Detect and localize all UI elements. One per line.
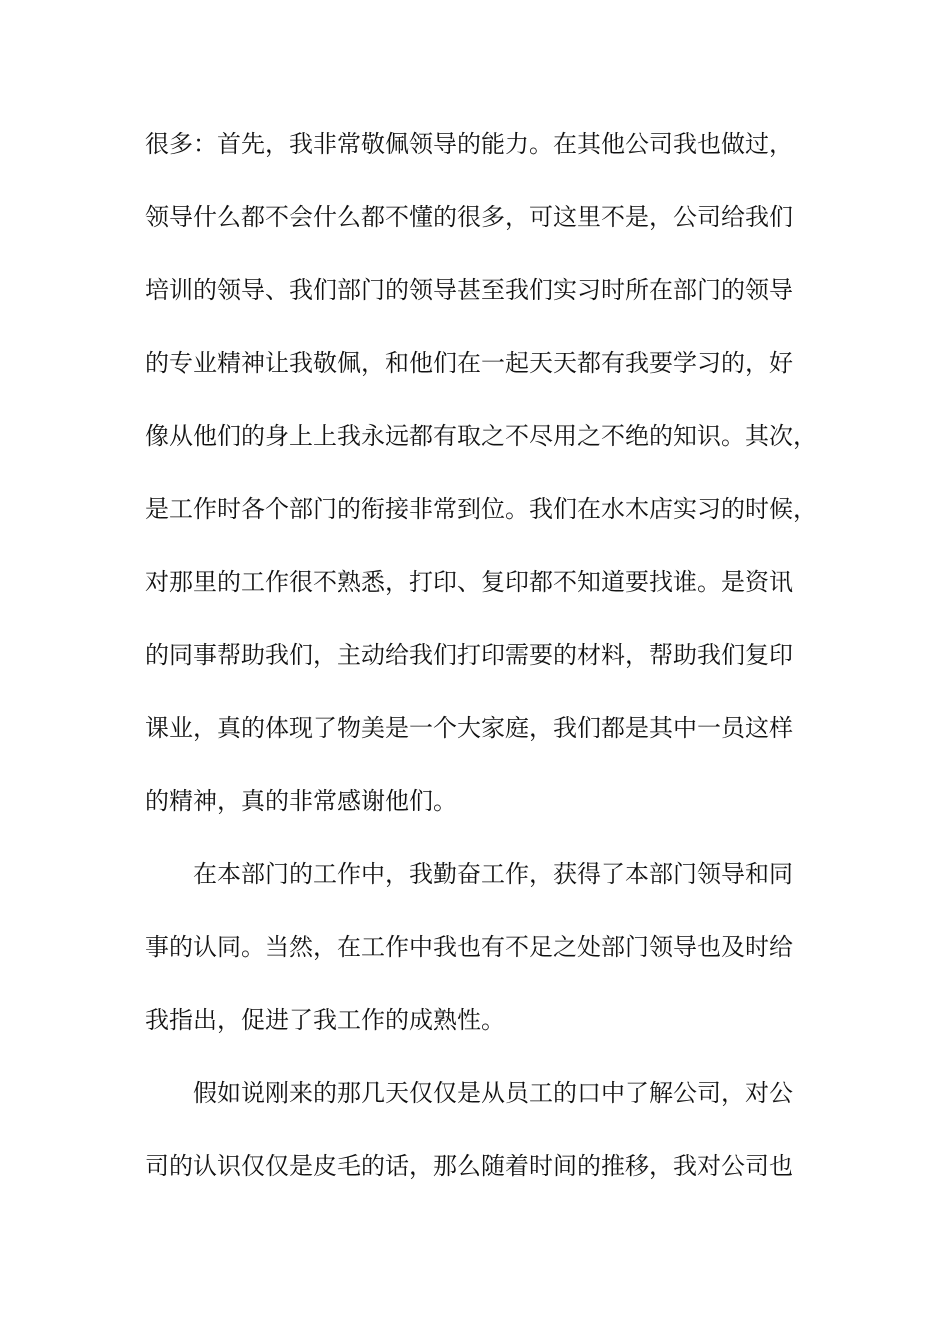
- text-line: 的精神，真的非常感谢他们。: [145, 787, 457, 815]
- text-line: 的专业精神让我敬佩，和他们在一起天天都有我要学习的，好: [145, 349, 793, 377]
- text-line: 培训的领导、我们部门的领导甚至我们实习时所在部门的领导: [145, 276, 793, 304]
- text-line: 对那里的工作很不熟悉，打印、复印都不知道要找谁。是资讯: [145, 568, 793, 596]
- text-line: 事的认同。当然，在工作中我也有不足之处部门领导也及时给: [145, 933, 793, 961]
- text-line: 我指出，促进了我工作的成熟性。: [145, 1006, 505, 1034]
- text-line: 课业，真的体现了物美是一个大家庭，我们都是其中一员这样: [145, 714, 793, 742]
- text-line: 是工作时各个部门的衔接非常到位。我们在水木店实习的时候，: [145, 495, 817, 523]
- text-line: 领导什么都不会什么都不懂的很多，可这里不是，公司给我们: [145, 203, 793, 231]
- paragraph-start-line: 在本部门的工作中，我勤奋工作，获得了本部门领导和同: [193, 860, 793, 888]
- text-line: 像从他们的身上上我永远都有取之不尽用之不绝的知识。其次，: [145, 422, 817, 450]
- paragraph-start-line: 假如说刚来的那几天仅仅是从员工的口中了解公司，对公: [193, 1079, 793, 1107]
- text-line: 的同事帮助我们，主动给我们打印需要的材料，帮助我们复印: [145, 641, 793, 669]
- text-line: 很多：首先，我非常敬佩领导的能力。在其他公司我也做过，: [145, 130, 793, 158]
- document-body: [145, 132, 835, 1227]
- text-line: 司的认识仅仅是皮毛的话，那么随着时间的推移，我对公司也: [145, 1152, 793, 1180]
